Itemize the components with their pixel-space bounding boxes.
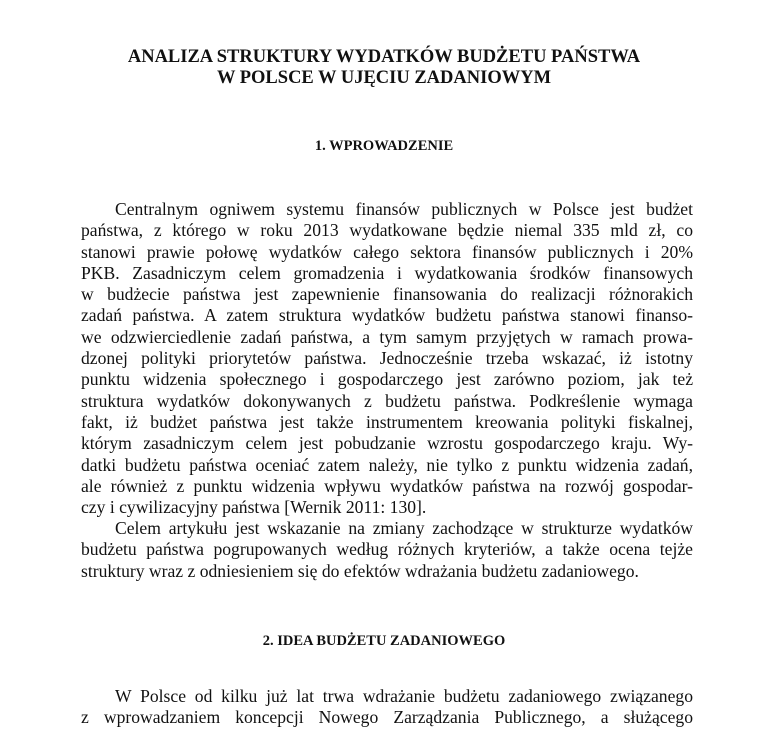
text-line: stanowi prawie połowę wydatków całego sektora finansów publicznych i 20% <box>81 241 693 262</box>
text-line: którym zasadniczym celem jest pobudzanie wzrostu gospodarczego kraju. Wy- <box>81 433 693 454</box>
text-line: W Polsce od kilku już lat trwa wdrażanie budżetu zadaniowego związanego <box>115 686 693 706</box>
section-heading-task-budget-idea: 2. IDEA BUDŻETU ZADANIOWEGO <box>262 633 506 649</box>
text-line: struktura wydatków dokonywanych z budżetu państwa. Podkreślenie wymaga <box>81 390 693 411</box>
text-line: dzonej polityki priorytetów państwa. Jednocześnie trzeba wskazać, iż istotny <box>81 348 693 369</box>
paragraph <box>81 518 693 582</box>
text-line: datki budżetu państwa oceniać zatem należy, nie tylko z punktu widzenia zadań, <box>81 454 693 475</box>
text-line: państwa, z którego w roku 2013 wydatkowane będzie niemal 335 mld zł, co <box>81 220 693 241</box>
title-line: ANALIZA STRUKTURY WYDATKÓW BUDŻETU PAŃSTWA <box>127 47 641 67</box>
text-line: zadań państwa. A zatem struktura wydatków budżetu państwa stanowi finanso- <box>81 305 693 326</box>
text-line: Celem artykułu jest wskazanie na zmiany zachodzące w strukturze wydatków <box>115 518 693 538</box>
text-line: Centralnym ogniwem systemu finansów publicznych w Polsce jest budżet <box>115 199 693 219</box>
section-heading-introduction: 1. WPROWADZENIE <box>314 138 454 154</box>
text-line: czy i cywilizacyjny państwa [Wernik 2011: 130]. <box>81 497 427 518</box>
title-line: W POLSCE W UJĘCIU ZADANIOWYM <box>216 68 552 88</box>
document-title <box>80 47 688 89</box>
paragraph <box>81 199 693 518</box>
text-line: fakt, iż budżet państwa jest także instrumentem kreowania polityki fiskalnej, <box>81 411 693 432</box>
text-line: w budżecie państwa jest zapewnienie finansowania do realizacji różnorakich <box>81 284 693 305</box>
text-line: PKB. Zasadniczym celem gromadzenia i wydatkowania środków finansowych <box>81 262 693 283</box>
paragraph <box>81 686 693 729</box>
text-line: ale również z punktu widzenia wpływu wydatków państwa na rozwój gospodar- <box>81 475 693 496</box>
text-line: z wprowadzaniem koncepcji Nowego Zarządzania Publicznego, a służącego <box>81 707 693 728</box>
text-line: we odzwierciedlenie zadań państwa, a tym samym przyjętych w ramach prowa- <box>81 326 693 347</box>
text-line: struktury wraz z odniesieniem się do efektów wdrażania budżetu zadaniowego. <box>81 560 639 581</box>
text-line: budżetu państwa pogrupowanych według różnych kryteriów, a także ocena tejże <box>81 539 693 560</box>
text-line: punktu widzenia społecznego i gospodarczego jest zarówno poziom, jak też <box>81 369 693 390</box>
